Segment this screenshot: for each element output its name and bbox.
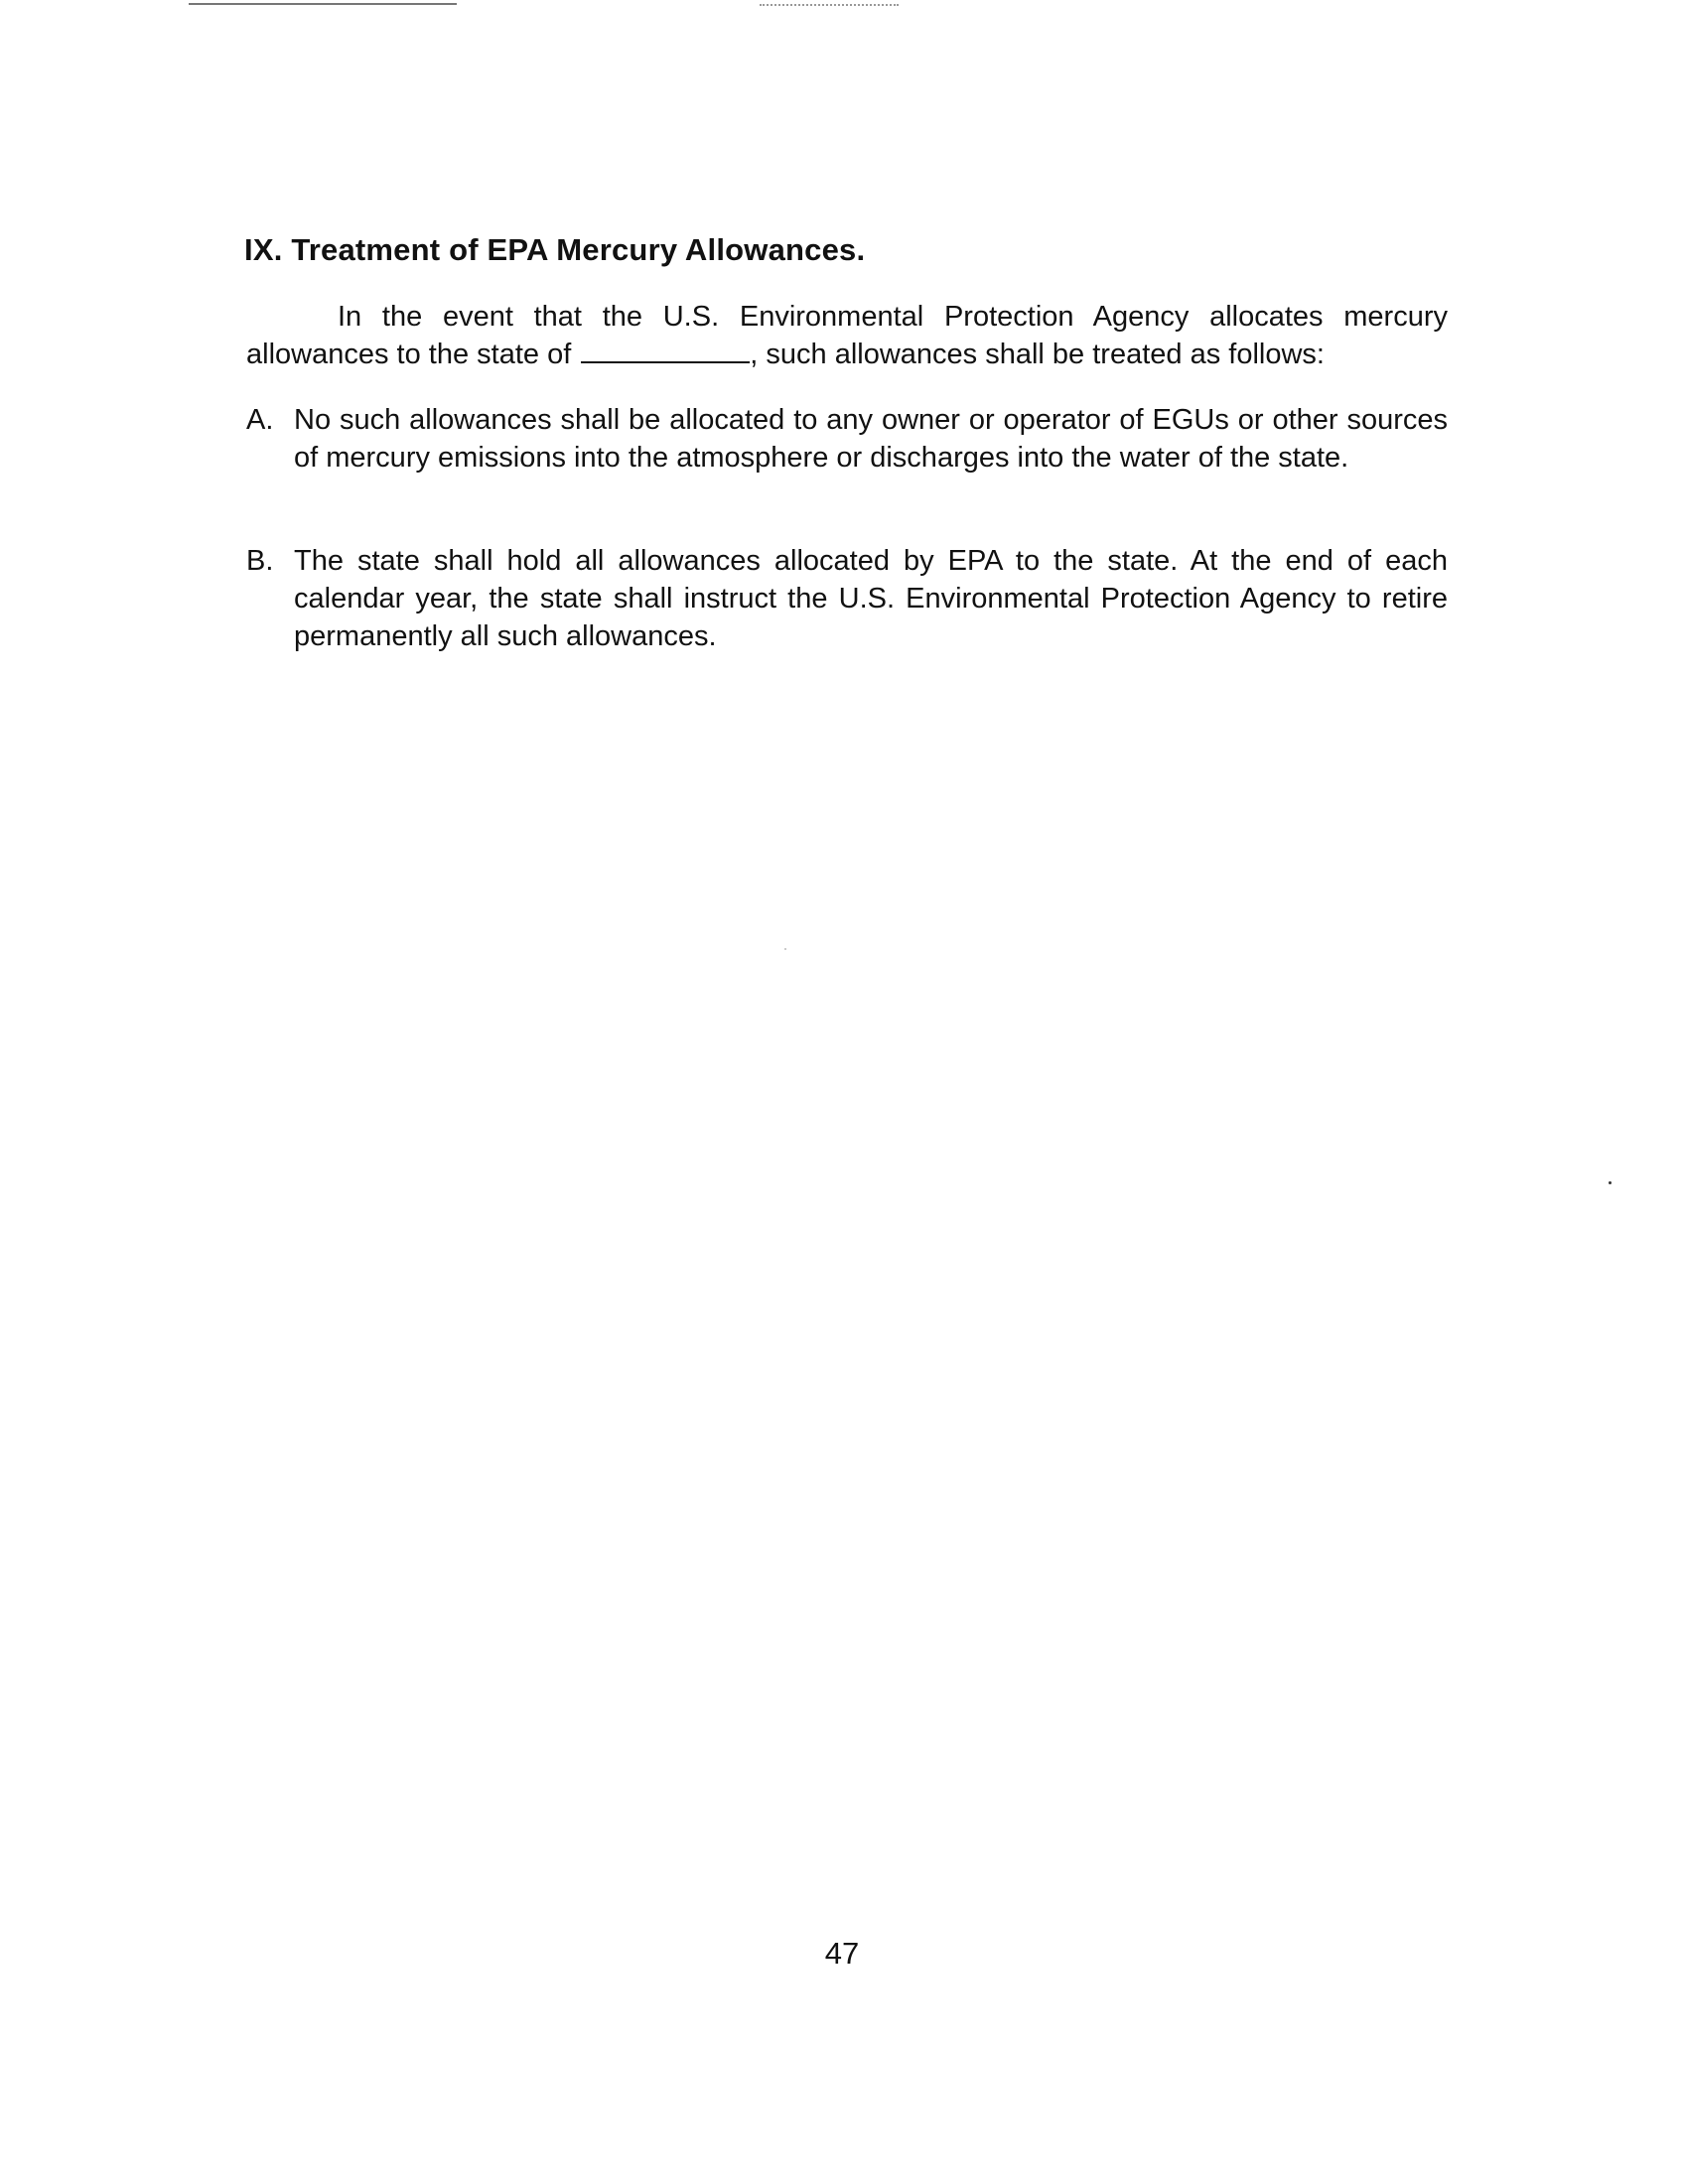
page-number: 47 — [824, 1936, 860, 1971]
list-item-text: No such allowances shall be allocated to any owner or operator of EGUs or other sources of mercury emissions into the atmosphere or discharges into the water of the state. — [294, 404, 1448, 474]
list-item-text: The state shall hold all allowances allocated by EPA to the state. At the end of each calendar year, the state shall instruct the U.S. Environmental Protection Agency to retire permanently all such allowances. — [294, 545, 1448, 652]
list-item — [246, 542, 1448, 655]
list-item — [246, 401, 1448, 477]
scan-artifact-line — [189, 3, 457, 5]
intro-text-before-blank: In the event that the U.S. Environmental Protection Agency allocates mercury allowances to the state of — [246, 301, 1448, 370]
scan-artifact-line — [760, 4, 899, 6]
intro-text-after-blank: , such allowances shall be treated as follows: — [750, 339, 1325, 370]
list-item-letter: A. — [246, 404, 274, 436]
scan-speck — [784, 948, 786, 950]
list-item-letter: B. — [246, 545, 274, 577]
section-heading: IX. Treatment of EPA Mercury Allowances. — [244, 232, 866, 267]
state-name-blank — [581, 338, 750, 363]
scan-speck — [1609, 1181, 1612, 1184]
intro-paragraph — [246, 298, 1448, 373]
